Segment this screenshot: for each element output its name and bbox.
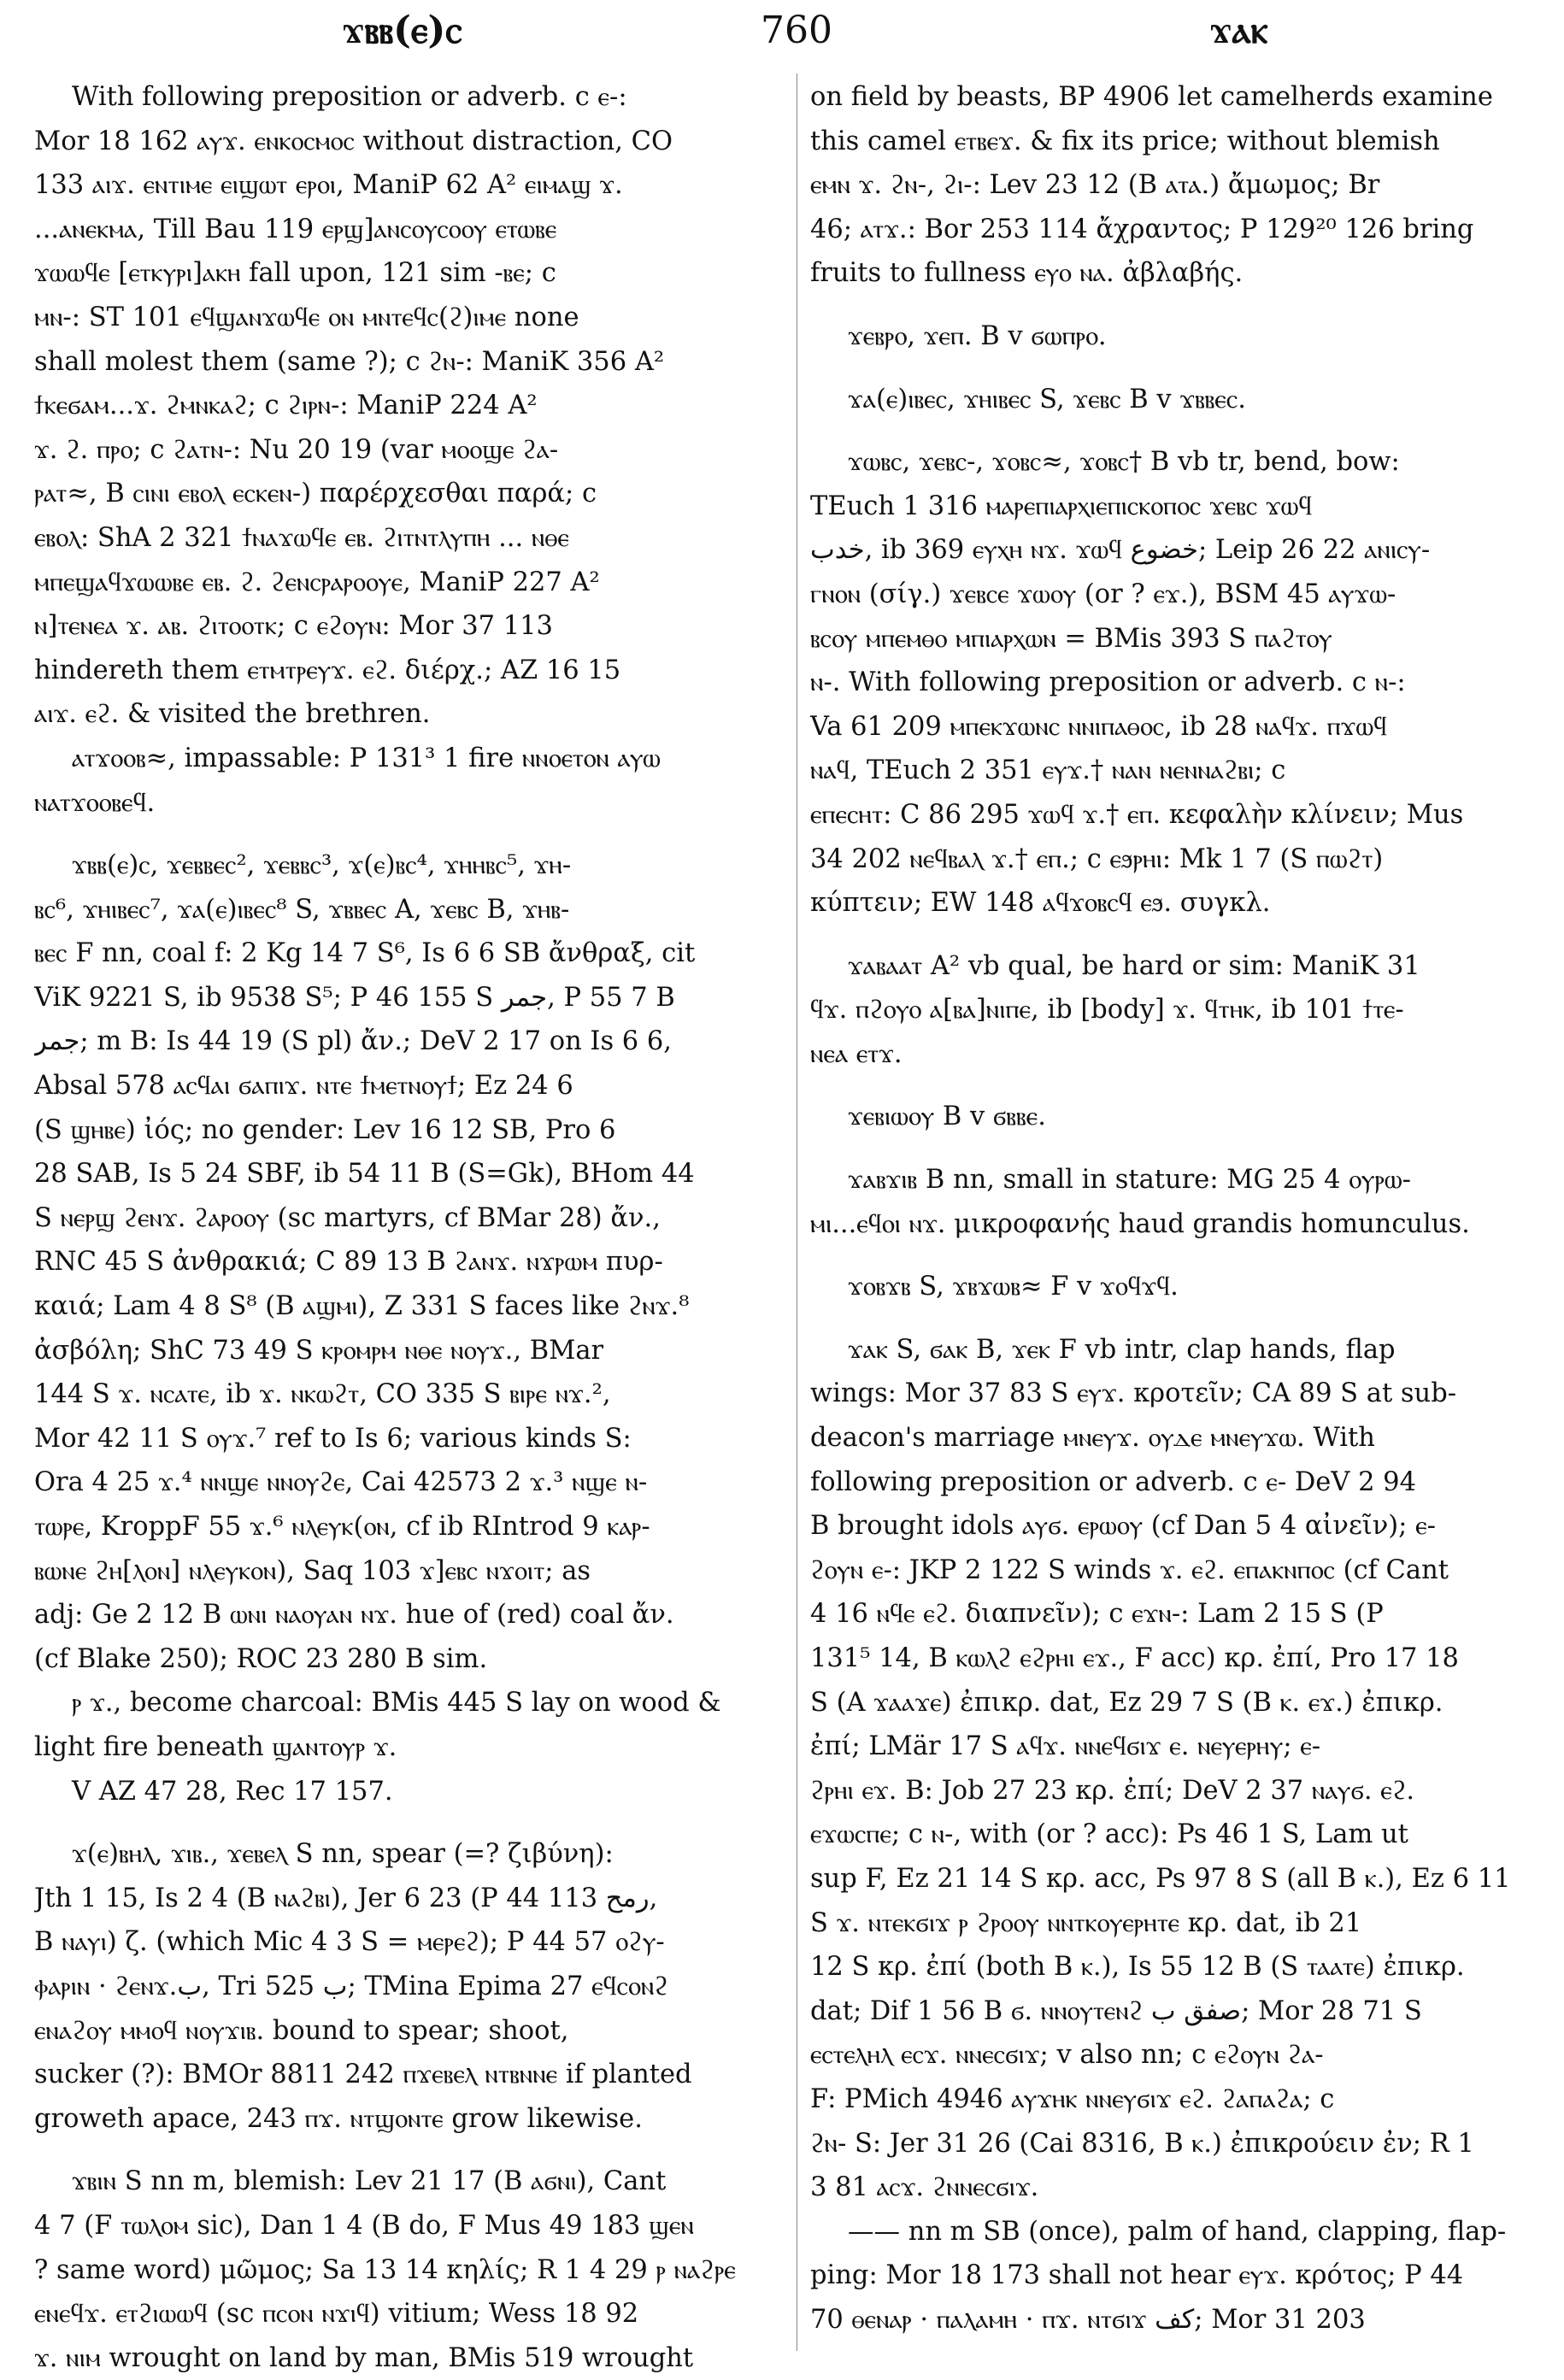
text-line: ἀσβόλη; ShC 73 49 S ⲕⲣⲟⲙⲣⲙ ⲛⲑⲉ ⲛⲟⲩϫ., BMar <box>34 1335 604 1366</box>
text-line: Va 61 209 ⲙⲡⲉⲕϫⲱⲛⲥ ⲛⲛⲓⲡⲁⲑⲟⲥ, ib 28 ⲛⲁϥϫ. ⲡϫⲱϥ <box>810 711 1388 742</box>
text-line: ⲉⲙⲛ ϫ. ϩⲛ-, ϩⲓ-: Lev 23 12 (B ⲁⲧⲁ.) ἄμωμος; Br <box>810 170 1380 201</box>
text-line: ⲛⲁⲧϫⲟⲟⲃⲉϥ. <box>34 787 156 818</box>
text-line: ? same word) μῶμος; Sa 13 14 κηλίς; R 1 4 29 ⲣ ⲛⲁϩⲣⲉ <box>34 2254 736 2285</box>
text-line: F: PMich 4946 ⲁⲩϫⲏⲕ ⲛⲛⲉⲩϭⲓϫ ⲉϩ. ϩⲁⲡⲁϩⲁ; c <box>810 2083 1335 2114</box>
text-line: With following preposition or adverb. c ⲉ-: <box>72 82 627 112</box>
text-line: on field by beasts, BP 4906 let camelherds examine <box>810 82 1493 112</box>
entry-gap <box>810 1139 1547 1158</box>
entry-gap <box>34 825 782 843</box>
text-line: S ⲛⲉⲣϣ ϩⲉⲛϫ. ϩⲁⲣⲟⲟⲩ (sc martyrs, cf BMar 28) ἄν., <box>34 1202 661 1233</box>
text-line: ϫⲟⲃϫⲃ S, ϫⲃϫⲱⲃ≈ F v ϫⲟϥϫϥ. <box>848 1272 1179 1302</box>
text-line: S ϫ. ⲛⲧⲉⲕϭⲓϫ ⲣ ϩⲣⲟⲟⲩ ⲛⲛⲧⲕⲟⲩⲉⲣⲏⲧⲉ κρ. dat, ib 21 <box>810 1907 1362 1938</box>
text-line: ἐπί; LMär 17 S ⲁϥϫ. ⲛⲛⲉϥϭⲓϫ ⲉ. ⲛⲉⲩⲉⲣⲏⲩ; ⲉ- <box>810 1731 1321 1762</box>
text-line: ϫ(ⲉ)ⲃⲏⲗ, ϫⲓⲃ., ϫⲉⲃⲉⲗ S nn, spear (=? ζιβύνη): <box>72 1839 614 1870</box>
text-line: ϩⲟⲩⲛ ⲉ-: JKP 2 122 S winds ϫ. ⲉϩ. ⲉⲡⲁⲕⲛⲡⲟⲥ (cf Cant <box>810 1554 1449 1585</box>
text-line: —— nn m SB (once), palm of hand, clapping, flap- <box>848 2216 1507 2247</box>
running-head-left: ϫⲃⲃ(ⲉ)ⲥ <box>342 9 462 52</box>
text-line: (cf Blake 250); ROC 23 280 B sim. <box>34 1643 488 1674</box>
text-line: Mor 42 11 S ⲟⲩϫ.⁷ ref to Is 6; various kinds S: <box>34 1423 632 1454</box>
text-line: 4 7 (F ⲧⲱⲗⲟⲙ sic), Dan 1 4 (B do, F Mus 49 183 ϣⲉⲛ <box>34 2210 694 2241</box>
entry-gap <box>810 296 1547 314</box>
running-head-right: ϫⲁⲕ <box>1209 9 1268 52</box>
text-line: V AZ 47 28, Rec 17 157. <box>72 1776 393 1807</box>
text-line: ϫⲃⲓⲛ S nn m, blemish: Lev 21 17 (B ⲁϭⲛⲓ), Cant <box>72 2166 667 2197</box>
text-line: ϫⲉⲃⲣⲟ, ϫⲉⲡ. B v ϭⲱⲡⲣⲟ. <box>848 320 1107 351</box>
text-line: adj: Ge 2 12 B ⲱⲛⲓ ⲛⲁⲟⲩⲁⲛ ⲛϫ. hue of (red) coal ἄν. <box>34 1600 674 1631</box>
entry-gap <box>810 926 1547 944</box>
text-line: 131⁵ 14, B ⲕⲱⲗϩ ⲉϩⲣⲏⲓ ⲉϫ., F acc) κρ. ἐπί, Pro 17 18 <box>810 1643 1459 1673</box>
text-line: 70 ⲑⲉⲛⲁⲣ · ⲡⲁⲗⲁⲙⲏ · ⲡϫ. ⲛⲧϭⲓϫ كف; Mor 31 203 <box>810 2304 1366 2335</box>
text-line: B ⲛⲁⲩⲓ) ζ. (which Mic 4 3 S = ⲙⲉⲣⲉϩ); P 44 57 ⲟϩⲩ- <box>34 1927 665 1958</box>
text-line: B brought idols ⲁⲩϭ. ⲉⲣⲱⲟⲩ (cf Dan 5 4 αἰνεῖν); ⲉ- <box>810 1511 1436 1542</box>
text-line: Mor 18 162 ⲁⲩϫ. ⲉⲛⲕⲟⲥⲙⲟⲥ without distraction, CO <box>34 126 673 156</box>
text-line: RNC 45 S ἀνθρακιά; C 89 13 B ϩⲁⲛϫ. ⲛϫⲣⲱⲙ πυρ- <box>34 1247 663 1278</box>
text-line: ⲉϫⲱⲥⲡⲉ; c ⲛ-, with (or ? acc): Ps 46 1 S, Lam ut <box>810 1819 1408 1850</box>
text-line: ⲣ ϫ., become charcoal: BMis 445 S lay on wood & <box>72 1688 721 1719</box>
text-line: sucker (?): BMOr 8811 242 ⲡϫⲉⲃⲉⲗ ⲛⲧⲃⲛⲛⲉ if planted <box>34 2060 692 2090</box>
text-line: ϫⲱⲱϥⲉ [ⲉⲧⲕⲩⲣⲓ]ⲁⲕⲏ fall upon, 121 sim -ⲃⲉ; c <box>34 258 556 289</box>
text-line: ⲃⲱⲛⲉ ϩⲏ[ⲗⲟⲛ] ⲛⲗⲉⲩⲕⲟⲛ), Saq 103 ϫ]ⲉⲃⲥ ⲛϫⲟⲓⲧ; as <box>34 1555 591 1586</box>
entry-gap <box>810 1246 1547 1265</box>
text-line: ϫⲃⲃ(ⲉ)ⲥ, ϫⲉⲃⲃⲉⲥ², ϫⲉⲃⲃⲥ³, ϫ(ⲉ)ⲃⲥ⁴, ϫⲏⲏⲃⲥ⁵, ϫⲏ- <box>72 850 572 881</box>
text-line: 3 81 ⲁⲥϫ. ϩⲛⲛⲉⲥϭⲓϫ. <box>810 2172 1039 2203</box>
text-line: ⲛ-. With following preposition or adverb. c ⲛ-: <box>810 667 1406 698</box>
text-line: جمر; m B: Is 44 19 (S pl) ἄν.; DeV 2 17 on Is 6 6, <box>34 1026 672 1057</box>
text-line: ⲃⲉⲥ F nn, coal f: 2 Kg 14 7 S⁶, Is 6 6 SB ἄνθραξ, cit <box>34 938 696 969</box>
text-line: خدب, ib 369 ⲉⲩⲭⲏ ⲛϫ. ϫⲱϥ خضوع; Leip 26 22 ⲁⲛⲓⲥⲩ- <box>810 535 1431 566</box>
text-line: κύπτειν; EW 148 ⲁϥϫⲟⲃⲥϥ ⲉϧ. συγκλ. <box>810 888 1271 919</box>
text-line: sup F, Ez 21 14 S κρ. acc, Ps 97 8 S (all B ⲕ.), Ez 6 11 <box>810 1863 1511 1894</box>
text-line: ...ⲁⲛⲉⲕⲙⲁ, Till Bau 119 ⲉⲣϣ]ⲁⲛⲥⲟⲩⲥⲟⲟⲩ ⲉⲧⲱⲃⲉ <box>34 214 557 244</box>
entry-gap <box>34 2141 782 2160</box>
text-line: ⲙⲛ-: ST 101 ⲉϥϣⲁⲛϫⲱϥⲉ ⲟⲛ ⲙⲛⲧⲉϥⲥ(ϩ)ⲓⲙⲉ none <box>34 302 579 332</box>
text-line: ⲙⲓ...ⲉϥⲟⲓ ⲛϫ. μικροφανής haud grandis homunculus. <box>810 1208 1470 1239</box>
text-line: ⲉⲛⲉϥϫ. ⲉⲧϩⲓⲱⲱϥ (sc ⲡⲥⲟⲛ ⲛϫⲓϥ) vitium; Wess 18 92 <box>34 2299 639 2330</box>
text-line: deacon's marriage ⲙⲛⲉⲩϫ. ⲟⲩⲇⲉ ⲙⲛⲉⲩϫⲱ. With <box>810 1423 1375 1454</box>
entry-gap <box>810 1076 1547 1095</box>
text-line: ϩⲣⲏⲓ ⲉϫ. B: Job 27 23 κρ. ἐπί; DeV 2 37 ⲛⲁⲩϭ. ⲉϩ. <box>810 1775 1415 1806</box>
text-line: groweth apace, 243 ⲡϫ. ⲛⲧϣⲟⲛⲧⲉ grow likewise. <box>34 2103 643 2134</box>
text-line: 144 S ϫ. ⲛⲥⲁⲧⲉ, ib ϫ. ⲛⲕⲱϩⲧ, CO 335 S ⲃⲓⲣⲉ ⲛϫ.², <box>34 1379 611 1410</box>
text-line: (S ϣⲏⲃⲉ) ἰός; no gender: Lev 16 12 SB, Pro 6 <box>34 1114 616 1145</box>
text-line: ⲣⲁⲧ≈, B ⲥⲓⲛⲓ ⲉⲃⲟⲗ ⲉⲥⲕⲉⲛ-) παρέρχεσθαι παρά; c <box>34 479 597 509</box>
text-line: Jth 1 15, Is 2 4 (B ⲛⲁϩⲃⲓ), Jer 6 23 (P 44 113 رمح, <box>34 1883 658 1913</box>
text-line: following preposition or adverb. c ⲉ- DeV 2 94 <box>810 1466 1416 1497</box>
text-line: ϫⲉⲃⲓⲱⲟⲩ B v ϭⲃⲃⲉ. <box>848 1102 1046 1132</box>
text-line: ping: Mor 18 173 shall not hear ⲉⲩϫ. κρότος; P 44 <box>810 2260 1464 2291</box>
entry-gap <box>34 1813 782 1832</box>
text-line: 34 202 ⲛⲉϥⲃⲁⲗ ϫ.† ⲉⲡ.; c ⲉϧⲣⲏⲓ: Mk 1 7 (S ⲡⲱϩⲧ) <box>810 843 1384 874</box>
text-line: ϩⲛ- S: Jer 31 26 (Cai 8316, B ⲕ.) ἐπικρούειν ἐν; R 1 <box>810 2128 1474 2159</box>
text-line: shall molest them (same ?); c ϩⲛ-: ManiK 356 A² <box>34 346 665 377</box>
text-line: Absal 578 ⲁⲥϥⲁⲓ ϭⲁⲡⲓϫ. ⲛⲧⲉ ϯⲙⲉⲧⲛⲟⲩϯ; Ez 24 6 <box>34 1071 573 1102</box>
text-line: ϫⲁⲃⲁⲁⲧ A² vb qual, be hard or sim: ManiK 31 <box>848 950 1420 981</box>
text-line: hindereth them ⲉⲧⲙⲧⲣⲉⲩϫ. ⲉϩ. διέρχ.; AZ 16 15 <box>34 655 621 685</box>
text-line: ⲉⲛⲁϩⲟⲩ ⲙⲙⲟϥ ⲛⲟⲩϫⲓⲃ. bound to spear; shoot, <box>34 2015 569 2046</box>
text-line: this camel ⲉⲧⲃⲉϫ. & fix its price; without blemish <box>810 126 1440 156</box>
text-line: ⲉⲃⲟⲗ: ShA 2 321 ϯⲛⲁϫⲱϥⲉ ⲉⲃ. ϩⲓⲧⲛⲧⲗⲩⲡⲏ ... ⲛⲑⲉ <box>34 522 569 553</box>
text-line: 28 SAB, Is 5 24 SBF, ib 54 11 B (S=Gk), BHom 44 <box>34 1159 695 1190</box>
text-line: ⲧⲱⲣⲉ, KroppF 55 ϫ.⁶ ⲛⲗⲉⲩⲕ(ⲟⲛ, cf ib RIntrod 9 ⲕⲁⲣ- <box>34 1512 650 1542</box>
text-line: ⲉⲥⲧⲉⲗⲏⲗ ⲉⲥϫ. ⲛⲛⲉⲥϭⲓϫ; v also nn; c ⲉϩⲟⲩⲛ ϩⲁ- <box>810 2040 1324 2071</box>
text-line: ⲉⲡⲉⲥⲏⲧ: C 86 295 ϫⲱϥ ϫ.† ⲉⲡ. κεφαλὴν κλίνειν; Mus <box>810 799 1464 830</box>
text-line: ϥϫ. ⲡϩⲟⲩⲟ ⲁ[ⲃⲁ]ⲛⲓⲡⲉ, ib [body] ϫ. ϥⲧⲏⲕ, ib 101 ϯⲧⲉ- <box>810 995 1404 1025</box>
text-line: ⲛⲉⲁ ⲉⲧϫ. <box>810 1038 903 1069</box>
text-line: ⲫⲁⲣⲓⲛ · ϩⲉⲛϫ.ب, Tri 525 ب; TMina Epima 27 ⲉϥⲥⲟⲛϩ <box>34 1971 668 2001</box>
text-line: 12 S κρ. ἐπί (both B ⲕ.), Is 55 12 B (S ⲧⲁⲁⲧⲉ) ἐπικρ. <box>810 1952 1465 1983</box>
text-line: 4 16 ⲛϥⲉ ⲉϩ. διαπνεῖν); c ⲉϫⲛ-: Lam 2 15 S (P <box>810 1599 1384 1630</box>
text-line: καιά; Lam 4 8 S⁸ (B ⲁϣⲙⲓ), Z 331 S faces like ϩⲛϫ.⁸ <box>34 1291 690 1322</box>
text-line: S (A ϫⲁⲁϫⲉ) ἐπικρ. dat, Ez 29 7 S (B ⲕ. ⲉϫ.) ἐπικρ. <box>810 1687 1443 1718</box>
text-line: ϯⲕⲉϭⲁⲙ...ϫ. ϩⲙⲛⲕⲁϩ; c ϩⲓⲣⲛ-: ManiP 224 A² <box>34 391 538 421</box>
text-line: ϫⲱⲃⲥ, ϫⲉⲃⲥ-, ϫⲟⲃⲥ≈, ϫⲟⲃⲥ† B vb tr, bend, bow: <box>848 447 1400 478</box>
text-line: ⲃⲥⲟⲩ ⲙⲡⲉⲙⲑⲟ ⲙⲡⲓⲁⲣⲭⲱⲛ = BMis 393 S ⲡⲁϩⲧⲟⲩ <box>810 623 1332 654</box>
text-line: ϫⲁⲕ S, ϭⲁⲕ B, ϫⲉⲕ F vb intr, clap hands, flap <box>848 1334 1396 1365</box>
page-number: 760 <box>761 9 832 52</box>
text-line: TEuch 1 316 ⲙⲁⲣⲉⲡⲓⲁⲣⲭⲓⲉⲡⲓⲥⲕⲟⲡⲟⲥ ϫⲉⲃⲥ ϫⲱϥ <box>810 491 1313 521</box>
entry-gap <box>810 421 1547 440</box>
text-line: fruits to fullness ⲉⲩⲟ ⲛⲁ. ἀβλαβής. <box>810 258 1244 289</box>
text-line: dat; Dif 1 56 B ϭ. ⲛⲛⲟⲩⲧⲉⲛϩ صفق ب; Mor 28 71 S <box>810 1995 1422 2026</box>
left-column <box>34 75 782 2380</box>
text-line: 133 ⲁⲓϫ. ⲉⲛⲧⲓⲙⲉ ⲉⲓϣⲱⲧ ⲉⲣⲟⲓ, ManiP 62 A² ⲉⲓⲙⲁϣ ϫ. <box>34 170 623 201</box>
text-line: ViK 9221 S, ib 9538 S⁵; P 46 155 S جمر, P 55 7 B <box>34 982 675 1013</box>
text-line: ⲙⲡⲉϣⲁϥϫⲱⲱⲃⲉ ⲉⲃ. ϩ. ϩⲉⲛⲥⲣⲁⲣⲟⲟⲩⲉ, ManiP 227 A² <box>34 567 600 597</box>
entry-gap <box>810 359 1547 378</box>
text-line: ⲁⲧϫⲟⲟⲃ≈, impassable: P 131³ 1 fire ⲛⲛⲟⲉⲧⲟⲛ ⲁⲩⲱ <box>72 743 661 773</box>
text-line: ⲅⲛⲟⲛ (σίγ.) ϫⲉⲃⲥⲉ ϫⲱⲟⲩ (or ? ⲉϫ.), BSM 45 ⲁⲩϫⲱ- <box>810 579 1396 609</box>
right-column <box>810 75 1547 2342</box>
text-line: ⲛ]ⲧⲉⲛⲉⲁ ϫ. ⲁⲃ. ϩⲓⲧⲟⲟⲧⲕ; c ⲉϩⲟⲩⲛ: Mor 37 113 <box>34 611 553 642</box>
text-line: Ora 4 25 ϫ.⁴ ⲛⲛϣⲉ ⲛⲛⲟⲩϩⲉ, Cai 42573 2 ϫ.³ ⲛϣⲉ ⲛ- <box>34 1467 648 1498</box>
text-line: ⲁⲓϫ. ⲉϩ. & visited the brethren. <box>34 699 431 730</box>
text-line: ⲛⲁϥ, TEuch 2 351 ⲉⲩϫ.† ⲛⲁⲛ ⲛⲉⲛⲛⲁϩⲃⲓ; c <box>810 755 1286 786</box>
text-line: ϫⲁⲃϫⲓⲃ B nn, small in stature: MG 25 4 ⲟⲩⲣⲱ- <box>848 1165 1411 1196</box>
entry-gap <box>810 1309 1547 1328</box>
page-header <box>34 9 1547 60</box>
text-line: ϫ. ⲛⲓⲙ wrought on land by man, BMis 519 wrought <box>34 2342 694 2373</box>
text-line: 46; ⲁⲧϫ.: Bor 253 114 ἄχραντος; P 129²⁰ 126 bring <box>810 214 1474 244</box>
text-line: ϫⲁ(ⲉ)ⲓⲃⲉⲥ, ϫⲏⲓⲃⲉⲥ S, ϫⲉⲃⲥ B v ϫⲃⲃⲉⲥ. <box>848 384 1246 414</box>
text-line: light fire beneath ϣⲁⲛⲧⲟⲩⲣ ϫ. <box>34 1731 397 1762</box>
text-line: ϫ. ϩ. ⲡⲣⲟ; c ϩⲁⲧⲛ-: Nu 20 19 (var ⲙⲟⲟϣⲉ ϩⲁ- <box>34 434 559 465</box>
text-line: ⲃⲥ⁶, ϫⲏⲓⲃⲉⲥ⁷, ϫⲁ(ⲉ)ⲓⲃⲉⲥ⁸ S, ϫⲃⲃⲉⲥ A, ϫⲉⲃⲥ B, ϫⲏⲃ- <box>34 894 570 925</box>
text-line: wings: Mor 37 83 S ⲉⲩϫ. κροτεῖν; CA 89 S at sub- <box>810 1378 1457 1409</box>
